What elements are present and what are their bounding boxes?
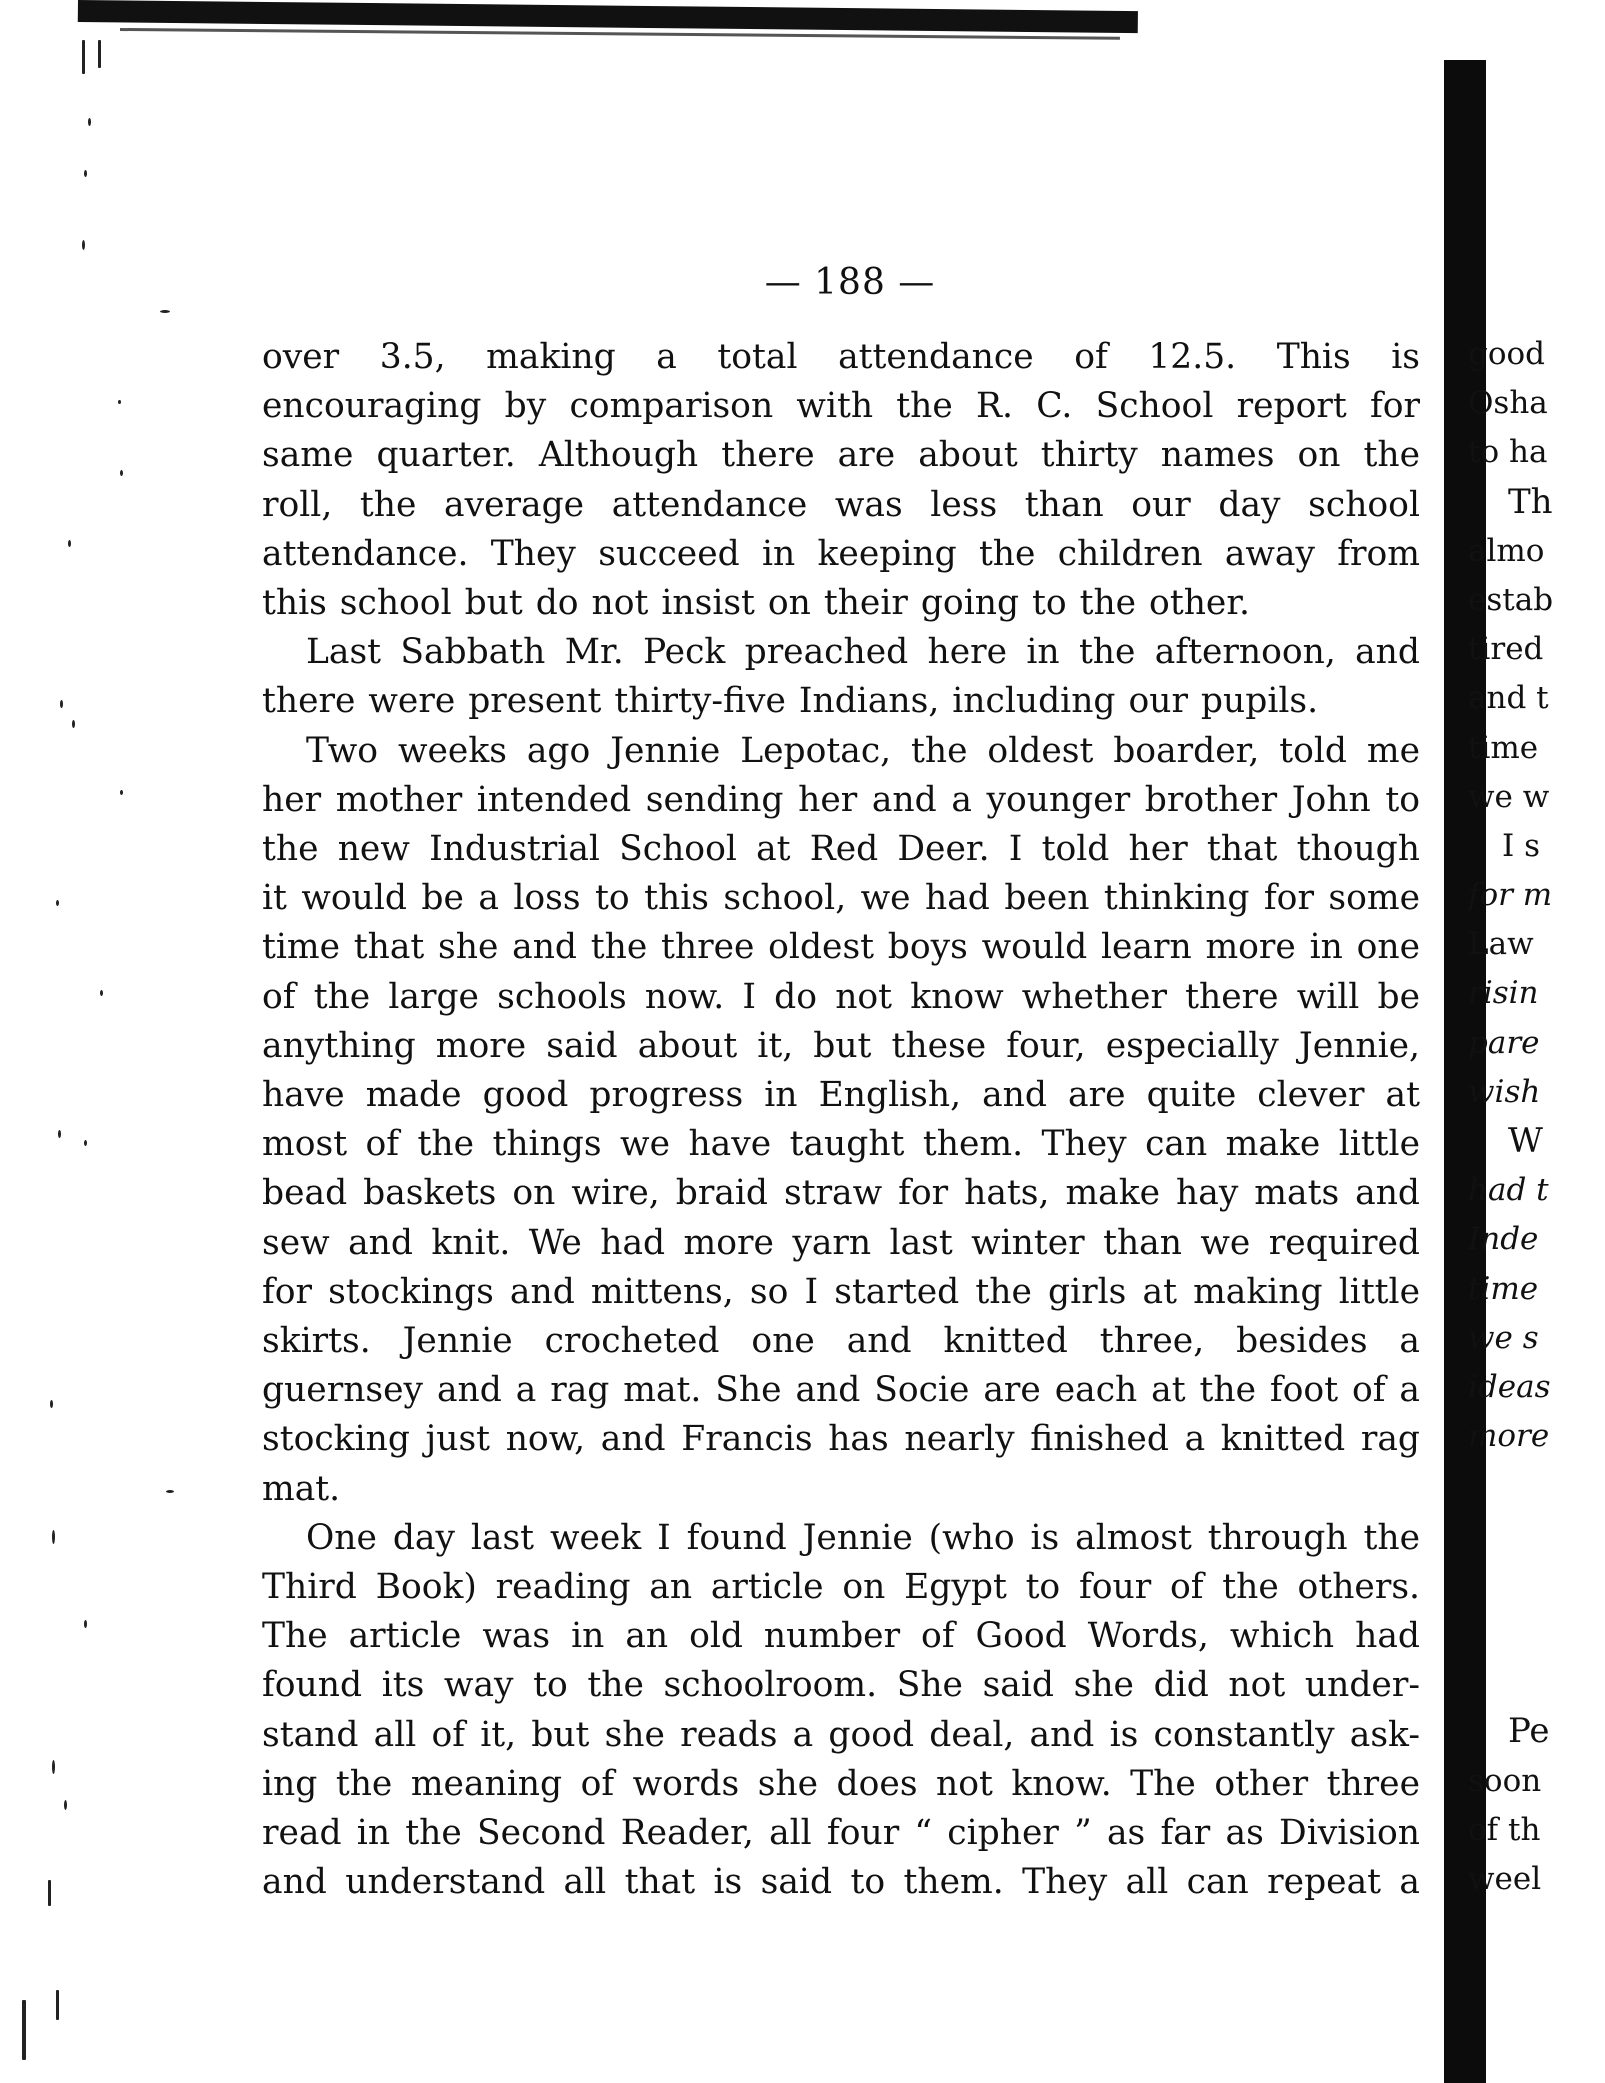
text-line: guernsey and a rag mat. She and Socie are each at the foot of a xyxy=(262,1370,1420,1411)
text-line: for stockings and mittens, so I started the girls at making little xyxy=(262,1271,1420,1312)
adjacent-fragment: we s xyxy=(1468,1319,1539,1356)
text-line: Third Book) reading an article on Egypt to four of the others. xyxy=(262,1567,1420,1608)
adjacent-fragment: had t xyxy=(1468,1172,1549,1209)
adjacent-fragment: Osha xyxy=(1468,385,1548,422)
page-number: — 188 — xyxy=(764,262,936,303)
text-line: it would be a loss to this school, we had been thinking for some xyxy=(262,878,1420,919)
text-line: over 3.5, making a total attendance of 12.5. This is xyxy=(262,337,1420,377)
adjacent-fragment: tired xyxy=(1468,631,1544,668)
adjacent-page-fragments xyxy=(1468,330,1605,1904)
text-line: of the large schools now. I do not know whether there will be xyxy=(262,976,1420,1017)
text-line: stand all of it, but she reads a good deal, and is constantly ask- xyxy=(262,1714,1420,1755)
text-line: encouraging by comparison with the R. C. School report for xyxy=(262,386,1420,427)
adjacent-fragment: weel xyxy=(1468,1860,1542,1897)
text-line: attendance. They succeed in keeping the children away from xyxy=(262,533,1420,574)
text-line: sew and knit. We had more yarn last winter than we required xyxy=(262,1222,1420,1263)
adjacent-fragment: Inde xyxy=(1468,1221,1539,1258)
text-line: there were present thirty-five Indians, including our pupils. xyxy=(262,681,1319,722)
adjacent-fragment: Th xyxy=(1508,481,1553,522)
adjacent-fragment: to ha xyxy=(1468,434,1548,471)
text-line: ing the meaning of words she does not know. The other three xyxy=(262,1763,1420,1804)
scan-margin-specks xyxy=(0,0,180,2083)
adjacent-fragment: ideas xyxy=(1468,1368,1551,1405)
adjacent-fragment: Pe xyxy=(1508,1711,1550,1752)
text-line: roll, the average attendance was less than our day school xyxy=(262,484,1420,525)
adjacent-fragment: almo xyxy=(1468,532,1545,569)
text-line: found its way to the schoolroom. She said she did not under- xyxy=(262,1665,1420,1706)
body-text xyxy=(262,333,1420,1908)
text-line: bead baskets on wire, braid straw for hats, make hay mats and xyxy=(262,1173,1420,1214)
text-line: stocking just now, and Francis has nearly finished a knitted rag xyxy=(262,1419,1420,1460)
text-line: skirts. Jennie crocheted one and knitted three, besides a xyxy=(262,1321,1420,1362)
text-line: read in the Second Reader, all four “ cipher ” as far as Division xyxy=(262,1813,1420,1854)
text-line: the new Industrial School at Red Deer. I told her that though xyxy=(262,829,1420,870)
text-line: this school but do not insist on their going to the other. xyxy=(262,583,1250,624)
adjacent-fragment: wish xyxy=(1468,1073,1541,1110)
text-line: anything more said about it, but these four, especially Jennie, xyxy=(262,1025,1420,1066)
adjacent-fragment: I s xyxy=(1502,827,1541,864)
adjacent-fragment: risin xyxy=(1468,975,1539,1012)
adjacent-fragment: more xyxy=(1468,1418,1550,1455)
text-line: time that she and the three oldest boys would learn more in one xyxy=(262,927,1420,968)
text-line: same quarter. Although there are about thirty names on the xyxy=(262,435,1420,476)
fragment-gap xyxy=(1468,1461,1605,1707)
text-line: mat. xyxy=(262,1468,341,1509)
text-line: have made good progress in English, and are quite clever at xyxy=(262,1075,1420,1116)
text-line: The article was in an old number of Good Words, which had xyxy=(262,1616,1420,1657)
text-line: her mother intended sending her and a younger brother John to xyxy=(262,779,1420,820)
text-line: One day last week I found Jennie (who is almost through the xyxy=(306,1517,1420,1558)
adjacent-fragment: for m xyxy=(1468,877,1553,914)
adjacent-fragment: Law xyxy=(1468,926,1534,963)
adjacent-fragment: we w xyxy=(1468,778,1550,815)
adjacent-fragment: W xyxy=(1508,1121,1543,1161)
text-line: Last Sabbath Mr. Peck preached here in the afternoon, and xyxy=(306,632,1420,673)
adjacent-fragment: time xyxy=(1468,729,1539,766)
adjacent-fragment: and t xyxy=(1468,680,1549,717)
adjacent-fragment: time xyxy=(1468,1270,1539,1307)
adjacent-fragment: soon xyxy=(1468,1762,1542,1799)
text-line: Two weeks ago Jennie Lepotac, the oldest boarder, told me xyxy=(306,730,1420,771)
adjacent-fragment: of th xyxy=(1468,1811,1541,1848)
adjacent-fragment: good xyxy=(1468,336,1546,372)
adjacent-fragment: pare xyxy=(1468,1024,1540,1061)
text-line: most of the things we have taught them. They can make little xyxy=(262,1124,1420,1165)
adjacent-fragment: estab xyxy=(1468,581,1554,618)
text-line: and understand all that is said to them. They all can repeat a xyxy=(262,1862,1420,1903)
